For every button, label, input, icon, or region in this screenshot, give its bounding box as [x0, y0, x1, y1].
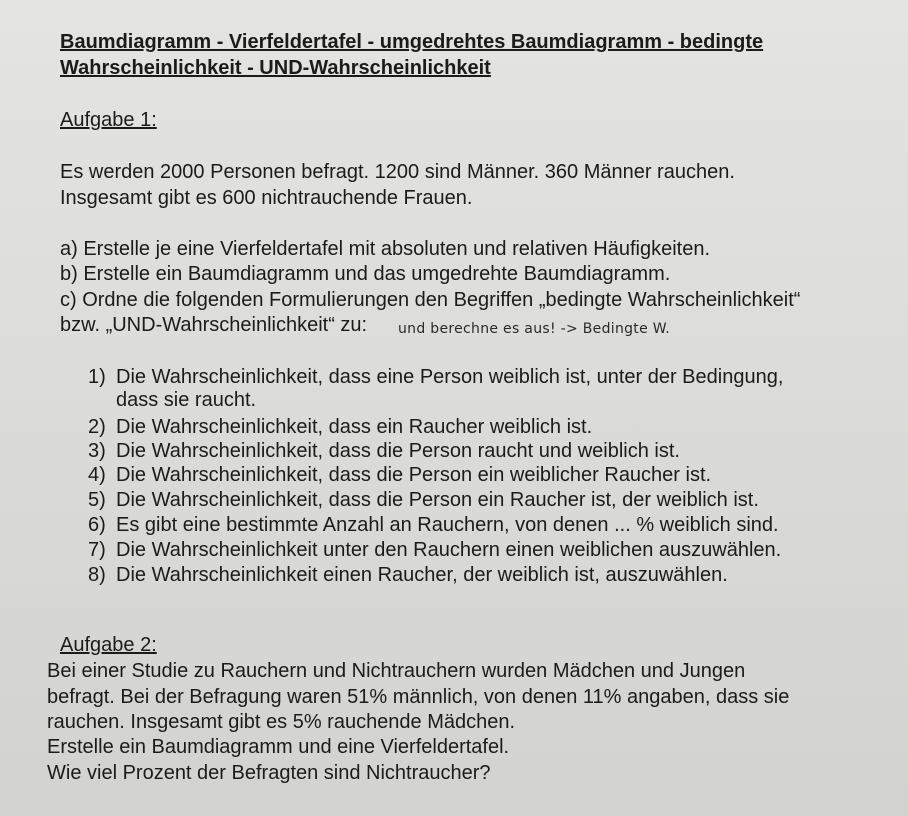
list-item-number: 2) [88, 416, 106, 438]
list-item [88, 366, 783, 389]
title-line-1: Baumdiagramm - Vierfeldertafel - umgedrehtes Baumdiagramm - bedingte [60, 31, 764, 53]
list-item-number: 5) [88, 489, 106, 511]
list-item-text: Die Wahrscheinlichkeit, dass eine Person weiblich ist, unter der Bedingung, [116, 366, 784, 388]
list-item-number: 8) [88, 564, 106, 586]
task1-intro-line-2: Insgesamt gibt es 600 nichtrauchende Frauen. [60, 187, 473, 209]
list-item-number: 4) [88, 464, 106, 486]
list-item-text: Die Wahrscheinlichkeit, dass die Person ein weiblicher Raucher ist. [116, 464, 712, 486]
list-item [88, 440, 680, 463]
list-item [88, 514, 779, 537]
list-item-continuation: dass sie raucht. [116, 389, 257, 411]
task1-part-c-line-2: bzw. „UND-Wahrscheinlichkeit“ zu: [60, 314, 368, 336]
task1-heading: Aufgabe 1: [60, 109, 157, 131]
list-item-text: Die Wahrscheinlichkeit einen Raucher, der weiblich ist, auszuwählen. [116, 564, 728, 586]
list-item-number: 3) [88, 440, 106, 462]
list-item [88, 489, 759, 512]
task2-line-2: befragt. Bei der Befragung waren 51% männlich, von denen 11% angaben, dass sie [47, 686, 790, 708]
list-item-text: Die Wahrscheinlichkeit, dass ein Raucher weiblich ist. [116, 416, 593, 438]
title-line-2: Wahrscheinlichkeit - UND-Wahrscheinlichkeit [60, 57, 491, 79]
list-item-number: 1) [88, 366, 106, 388]
list-item [88, 464, 711, 487]
task2-heading: Aufgabe 2: [60, 634, 157, 656]
handwritten-note: und berechne es aus! -> Bedingte W. [398, 321, 671, 337]
list-item-number: 6) [88, 514, 106, 536]
task2-line-5: Wie viel Prozent der Befragten sind Nichtraucher? [47, 762, 491, 784]
list-item-number: 7) [88, 539, 106, 561]
list-item [88, 416, 592, 439]
list-item [88, 539, 781, 562]
task1-part-a: a) Erstelle je eine Vierfeldertafel mit absoluten und relativen Häufigkeiten. [60, 238, 710, 260]
task2-line-4: Erstelle ein Baumdiagramm und eine Vierfeldertafel. [47, 736, 510, 758]
list-item-text: Die Wahrscheinlichkeit unter den Rauchern einen weiblichen auszuwählen. [116, 539, 782, 561]
task1-part-b: b) Erstelle ein Baumdiagramm und das umgedrehte Baumdiagramm. [60, 263, 671, 285]
list-item [88, 564, 728, 587]
task2-line-1: Bei einer Studie zu Rauchern und Nichtrauchern wurden Mädchen und Jungen [47, 660, 746, 682]
task1-intro-line-1: Es werden 2000 Personen befragt. 1200 sind Männer. 360 Männer rauchen. [60, 161, 735, 183]
list-item-text: Die Wahrscheinlichkeit, dass die Person raucht und weiblich ist. [116, 440, 680, 462]
list-item-text: Es gibt eine bestimmte Anzahl an Rauchern, von denen ... % weiblich sind. [116, 514, 779, 536]
task2-line-3: rauchen. Insgesamt gibt es 5% rauchende Mädchen. [47, 711, 516, 733]
list-item-text: Die Wahrscheinlichkeit, dass die Person ein Raucher ist, der weiblich ist. [116, 489, 759, 511]
task1-part-c-line-1: c) Ordne die folgenden Formulierungen den Begriffen „bedingte Wahrscheinlichkeit“ [60, 289, 801, 311]
